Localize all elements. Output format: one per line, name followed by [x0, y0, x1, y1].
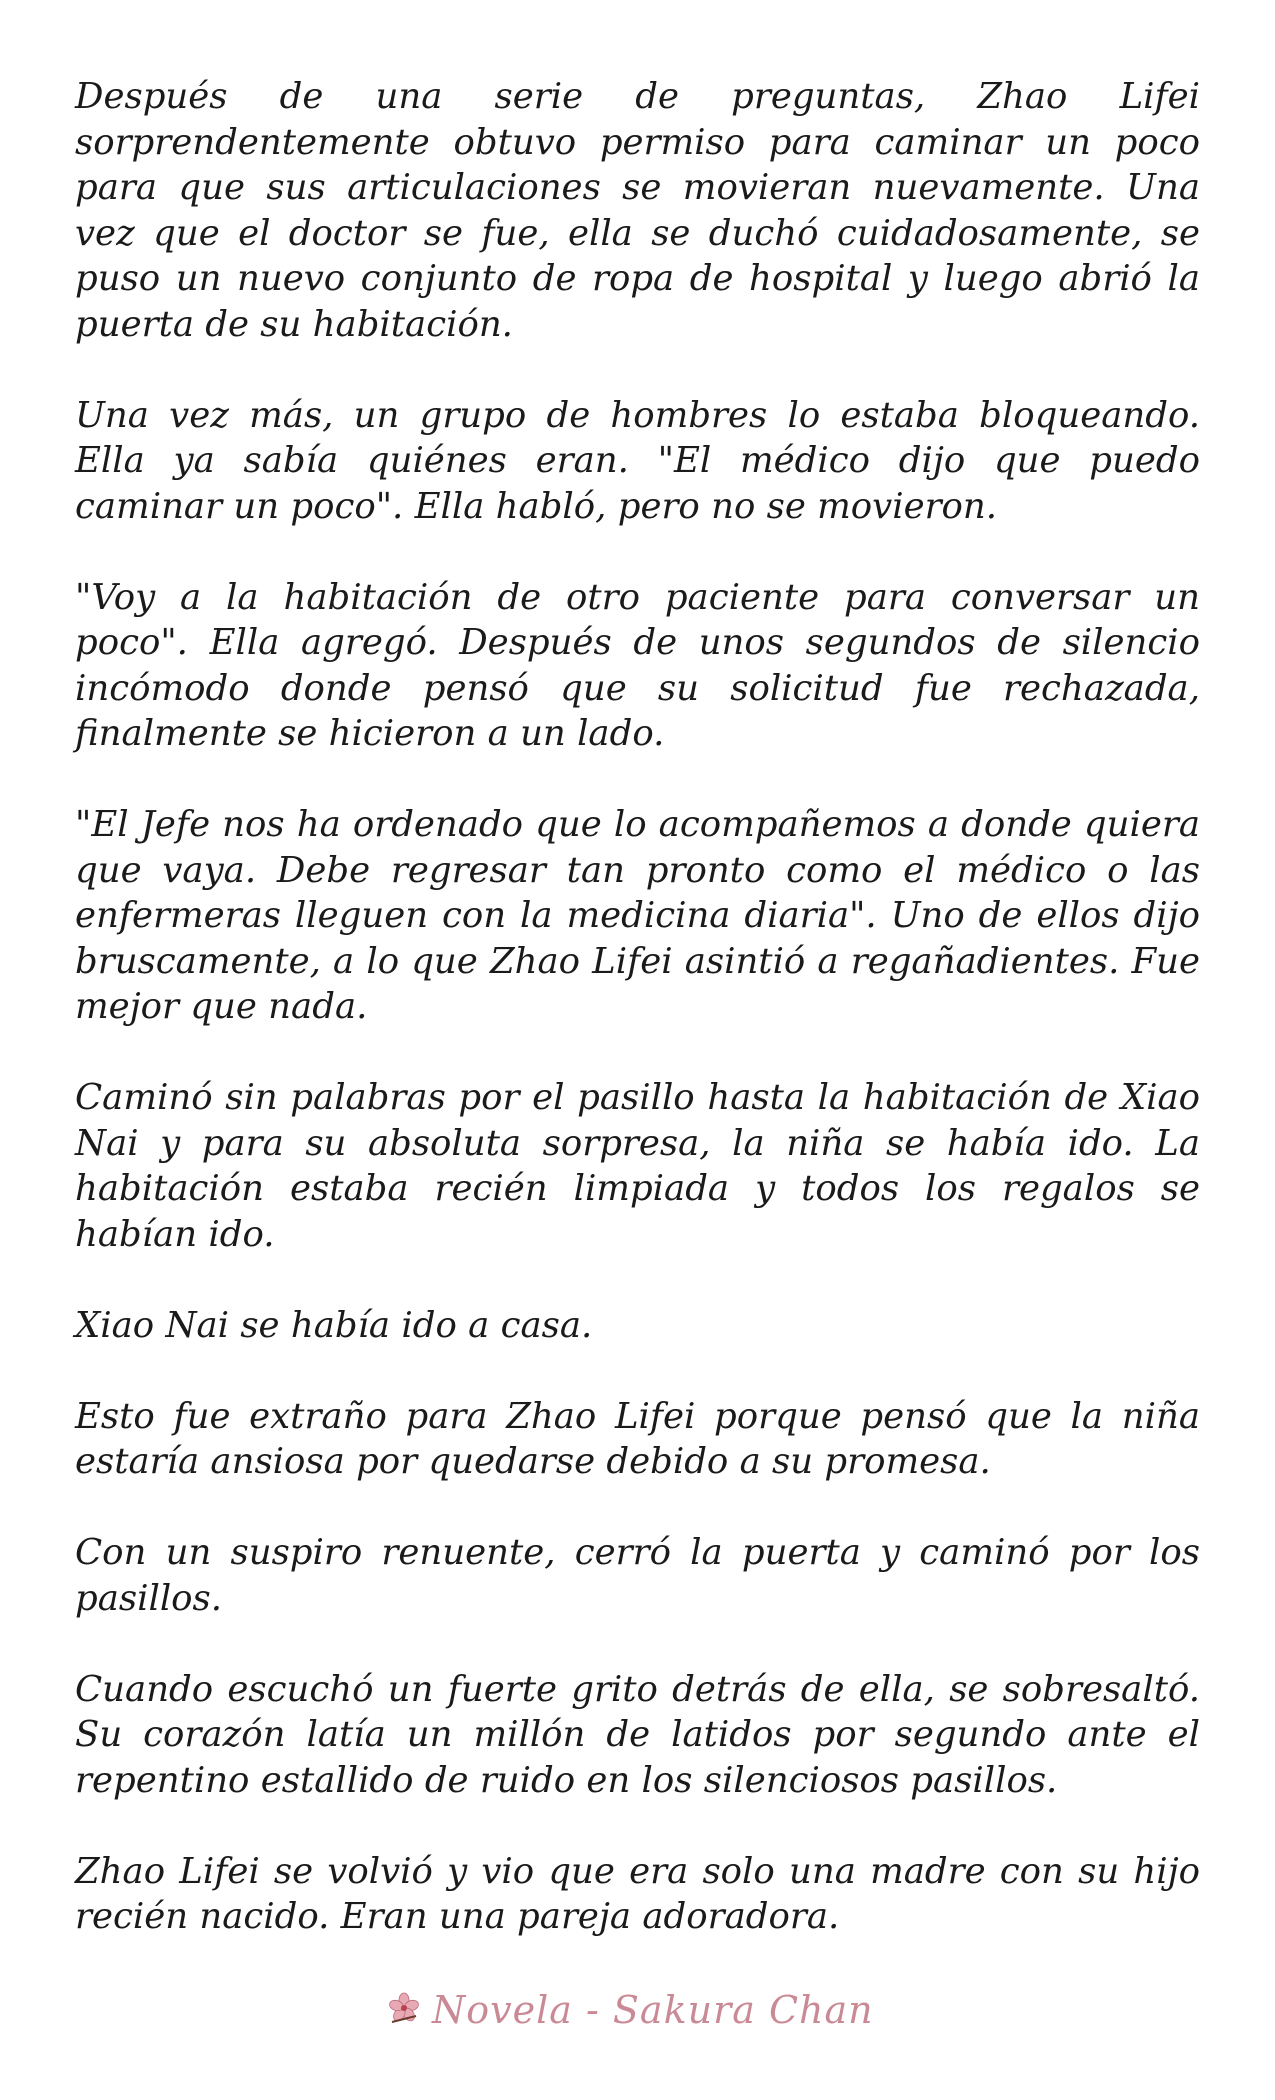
watermark — [384, 1985, 874, 2035]
paragraph-3: "Voy a la habitación de otro paciente para conversar un poco". Ella agregó. Después de unos segundos de silencio incómodo donde pensó que su solicitud fue rechazada, finalmente se hicieron a un lado. — [75, 576, 1200, 754]
sakura-flower-icon — [384, 1990, 424, 2031]
paragraph-7: Esto fue extraño para Zhao Lifei porque pensó que la niña estaría ansiosa por quedarse debido a su promesa. — [75, 1395, 1200, 1482]
watermark-text: Novela - Sakura Chan — [432, 1988, 874, 2032]
paragraph-4: "El Jefe nos ha ordenado que lo acompañemos a donde quiera que vaya. Debe regresar tan pronto como el médico o las enfermeras lleguen con la medicina diaria". Uno de ellos dijo bruscamente, a lo que Zhao Lifei asintió a regañadientes. Fue mejor que nada. — [75, 804, 1200, 1027]
paragraph-10: Zhao Lifei se volvió y vio que era solo una madre con su hijo recién nacido. Eran una pareja adoradora. — [75, 1850, 1200, 1937]
paragraph-1: Después de una serie de preguntas, Zhao Lifei sorprendentemente obtuvo permiso para caminar un poco para que sus articulaciones se movieran nuevamente. Una vez que el doctor se fue, ella se duchó cuidadosamente, se puso un nuevo conjunto de ropa de hospital y luego abrió la puerta de su habitación. — [75, 76, 1200, 345]
paragraph-2: Una vez más, un grupo de hombres lo estaba bloqueando. Ella ya sabía quiénes eran. "El médico dijo que puedo caminar un poco". Ella habló, pero no se movieron. — [75, 394, 1200, 527]
paragraph-6: Xiao Nai se había ido a casa. — [75, 1304, 593, 1346]
chapter-text — [75, 74, 1200, 1985]
paragraph-9: Cuando escuchó un fuerte grito detrás de ella, se sobresaltó. Su corazón latía un millón de latidos por segundo ante el repentino estallido de ruido en los silenciosos pasillos. — [75, 1668, 1200, 1801]
paragraph-8: Con un suspiro renuente, cerró la puerta y caminó por los pasillos. — [75, 1532, 1200, 1619]
paragraph-5: Caminó sin palabras por el pasillo hasta la habitación de Xiao Nai y para su absoluta sorpresa, la niña se había ido. La habitación estaba recién limpiada y todos los regalos se habían ido. — [75, 1077, 1200, 1255]
